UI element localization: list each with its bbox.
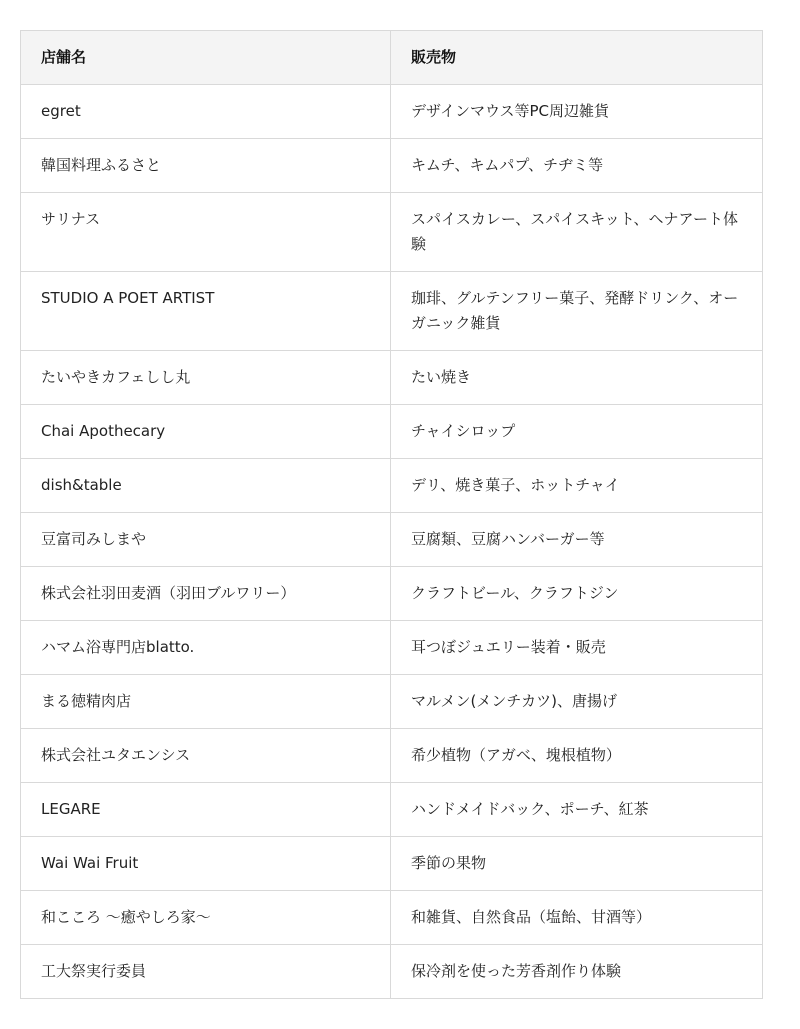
- shop-name-cell: 工大祭実行委員: [21, 945, 391, 999]
- products-cell: 珈琲、グルテンフリー菓子、発酵ドリンク、オーガニック雑貨: [391, 272, 763, 351]
- table-row: [21, 405, 763, 459]
- products-cell: スパイスカレー、スパイスキット、ヘナアート体験: [391, 193, 763, 272]
- table-row: [21, 351, 763, 405]
- table-row: [21, 675, 763, 729]
- products-cell: ハンドメイドバック、ポーチ、紅茶: [391, 783, 763, 837]
- shop-name-cell: egret: [21, 85, 391, 139]
- table-row: [21, 783, 763, 837]
- table-row: [21, 85, 763, 139]
- shop-name-cell: 豆富司みしまや: [21, 513, 391, 567]
- table-row: [21, 193, 763, 272]
- products-cell: キムチ、キムパプ、チヂミ等: [391, 139, 763, 193]
- shop-name-cell: まる徳精肉店: [21, 675, 391, 729]
- shop-name-cell: 株式会社羽田麦酒（羽田ブルワリー）: [21, 567, 391, 621]
- products-cell: マルメン(メンチカツ)、唐揚げ: [391, 675, 763, 729]
- table-row: [21, 139, 763, 193]
- shop-name-cell: 株式会社ユタエンシス: [21, 729, 391, 783]
- table-row: [21, 945, 763, 999]
- products-cell: クラフトビール、クラフトジン: [391, 567, 763, 621]
- shop-name-cell: 和こころ 〜癒やしろ家〜: [21, 891, 391, 945]
- products-cell: 希少植物（アガベ、塊根植物）: [391, 729, 763, 783]
- table-row: [21, 513, 763, 567]
- products-cell: チャイシロップ: [391, 405, 763, 459]
- products-cell: たい焼き: [391, 351, 763, 405]
- table-row: [21, 891, 763, 945]
- products-cell: デリ、焼き菓子、ホットチャイ: [391, 459, 763, 513]
- products-cell: 豆腐類、豆腐ハンバーガー等: [391, 513, 763, 567]
- shop-name-cell: 韓国料理ふるさと: [21, 139, 391, 193]
- table-header-row: [21, 31, 763, 85]
- header-products: 販売物: [391, 31, 763, 85]
- table-body: [21, 85, 763, 999]
- table-row: [21, 459, 763, 513]
- table-row: [21, 272, 763, 351]
- products-cell: 耳つぼジュエリー装着・販売: [391, 621, 763, 675]
- products-cell: 和雑貨、自然食品（塩飴、甘酒等）: [391, 891, 763, 945]
- shop-name-cell: Wai Wai Fruit: [21, 837, 391, 891]
- vendor-table: [20, 30, 763, 999]
- header-shop-name: 店舗名: [21, 31, 391, 85]
- products-cell: デザインマウス等PC周辺雑貨: [391, 85, 763, 139]
- shop-name-cell: LEGARE: [21, 783, 391, 837]
- shop-name-cell: ハマム浴専門店blatto.: [21, 621, 391, 675]
- shop-name-cell: たいやきカフェしし丸: [21, 351, 391, 405]
- shop-name-cell: STUDIO A POET ARTIST: [21, 272, 391, 351]
- shop-name-cell: Chai Apothecary: [21, 405, 391, 459]
- table-row: [21, 837, 763, 891]
- table-row: [21, 729, 763, 783]
- table-row: [21, 567, 763, 621]
- shop-name-cell: dish&table: [21, 459, 391, 513]
- products-cell: 保冷剤を使った芳香剤作り体験: [391, 945, 763, 999]
- shop-name-cell: サリナス: [21, 193, 391, 272]
- products-cell: 季節の果物: [391, 837, 763, 891]
- table-row: [21, 621, 763, 675]
